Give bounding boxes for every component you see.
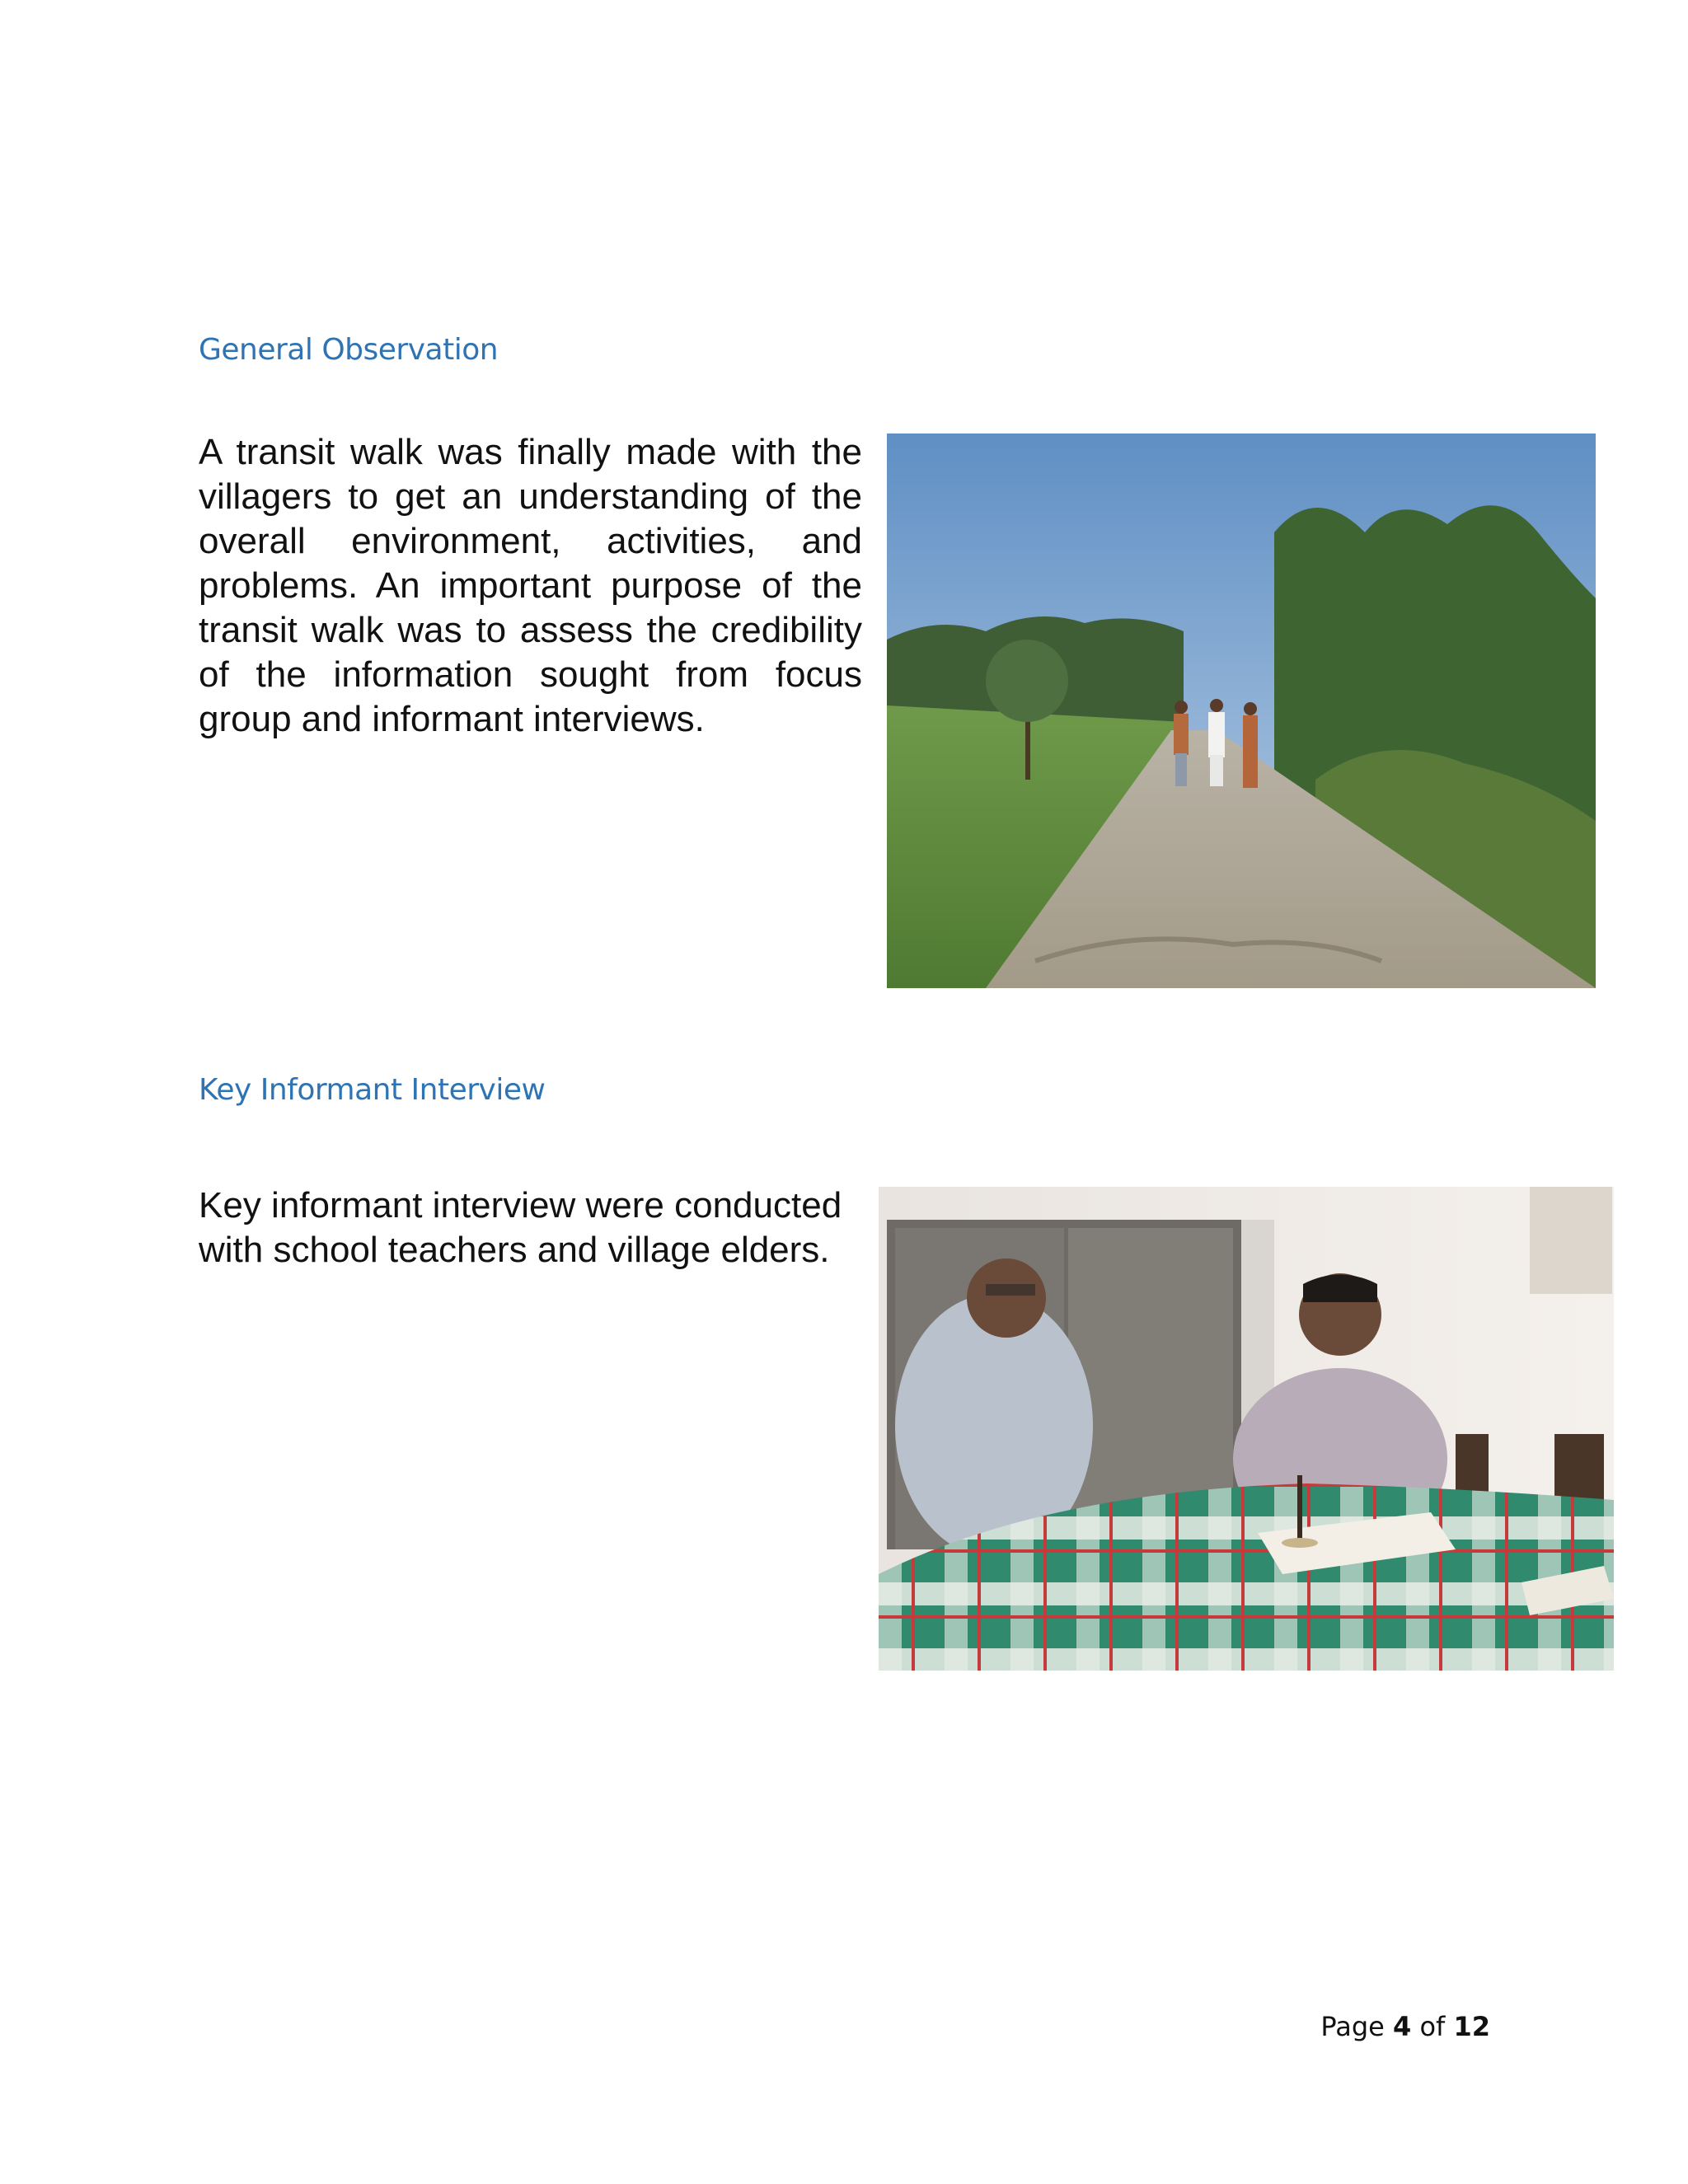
key-informant-paragraph: Key informant interview were conducted with school teachers and village elders. [199,1185,842,1270]
total-pages-number: 12 [1453,2011,1490,2042]
page-label: Page [1320,2011,1385,2042]
current-page-number: 4 [1393,2011,1412,2042]
page-number-footer [1320,2011,1490,2042]
section-heading-general-observation: General Observation [199,333,499,367]
section-heading-key-informant-interview: Key Informant Interview [199,1073,546,1107]
key-informant-interview-photo [879,1187,1614,1671]
of-label: of [1419,2011,1446,2042]
transit-walk-photo [887,434,1596,988]
general-observation-paragraph: A transit walk was finally made with the villagers to get an understanding of the overall environment, activities, and problems. An important purpose of the transit walk was to assess the credibility of the information sought from focus group and informant interviews. [199,432,862,739]
